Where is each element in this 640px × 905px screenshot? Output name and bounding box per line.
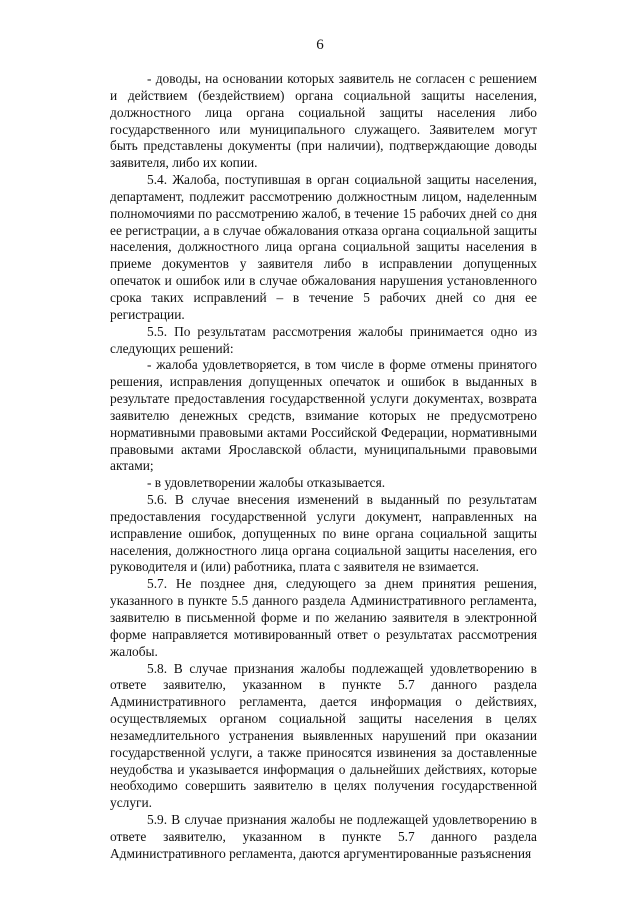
- paragraph-5-6: 5.6. В случае внесения изменений в выданный по результатам предоставления государственной услуги документ, направленных на исправление ошибок, допущенных по вине органа социальной защиты населения, должностного лица органа социальной защиты населения, его руководителя и (или) работника, плата с заявителя не взимается.: [110, 492, 537, 575]
- paragraph-5-4: 5.4. Жалоба, поступившая в орган социальной защиты населения, департамент, подлежит рассмотрению должностным лицом, наделенным полномочиями по рассмотрению жалоб, в течение 15 рабочих дней со дня ее регистрации, а в случае обжалования отказа органа социальной защиты населения, должностного лица органа социальной защиты населения в приеме документов у заявителя либо в исправлении допущенных опечаток и ошибок или в случае обжалования нарушения установленного срока таких исправлений – в течение 5 рабочих дней со дня ее регистрации.: [110, 172, 537, 322]
- paragraph-complaint-arguments: - доводы, на основании которых заявитель не согласен с решением и действием (бездействием) органа социальной защиты населения, должностного лица органа социальной защиты населения либо государственного или муниципального служащего. Заявителем могут быть представлены документы (при наличии), подтверждающие доводы заявителя, либо их копии.: [110, 71, 537, 171]
- paragraph-5-9: 5.9. В случае признания жалобы не подлежащей удовлетворению в ответе заявителю, указанном в пункте 5.7 данного раздела Административного регламента, даются аргументированные разъяснения: [110, 812, 537, 861]
- paragraph-5-7: 5.7. Не позднее дня, следующего за днем принятия решения, указанного в пункте 5.5 данного раздела Административного регламента, заявителю в письменной форме и по желанию заявителя в электронной форме направляется мотивированный ответ о результатах рассмотрения жалобы.: [110, 576, 537, 659]
- page-number: 6: [316, 37, 324, 53]
- paragraph-complaint-satisfied: - жалоба удовлетворяется, в том числе в форме отмены принятого решения, исправления допущенных опечаток и ошибок в выданных в результате предоставления государственной услуги документах, возврата заявителю денежных средств, взимание которых не предусмотрено нормативными правовыми актами Российской Федерации, нормативными правовыми актами Ярославской области, муниципальными правовыми актами;: [110, 357, 537, 474]
- paragraph-5-5: 5.5. По результатам рассмотрения жалобы принимается одно из следующих решений:: [110, 323, 537, 356]
- paragraph-complaint-rejected: - в удовлетворении жалобы отказывается.: [147, 475, 386, 491]
- paragraph-5-8: 5.8. В случае признания жалобы подлежащей удовлетворению в ответе заявителю, указанном в пункте 5.7 данного раздела Административного регламента, дается информация о действиях, осуществляемых органом социальной защиты населения в целях незамедлительного устранения выявленных нарушений при оказании государственной услуги, а также приносятся извинения за доставленные неудобства и указывается информация о дальнейших действиях, которые необходимо совершить заявителю в целях получения государственной услуги.: [110, 660, 537, 811]
- document-body: [110, 71, 537, 863]
